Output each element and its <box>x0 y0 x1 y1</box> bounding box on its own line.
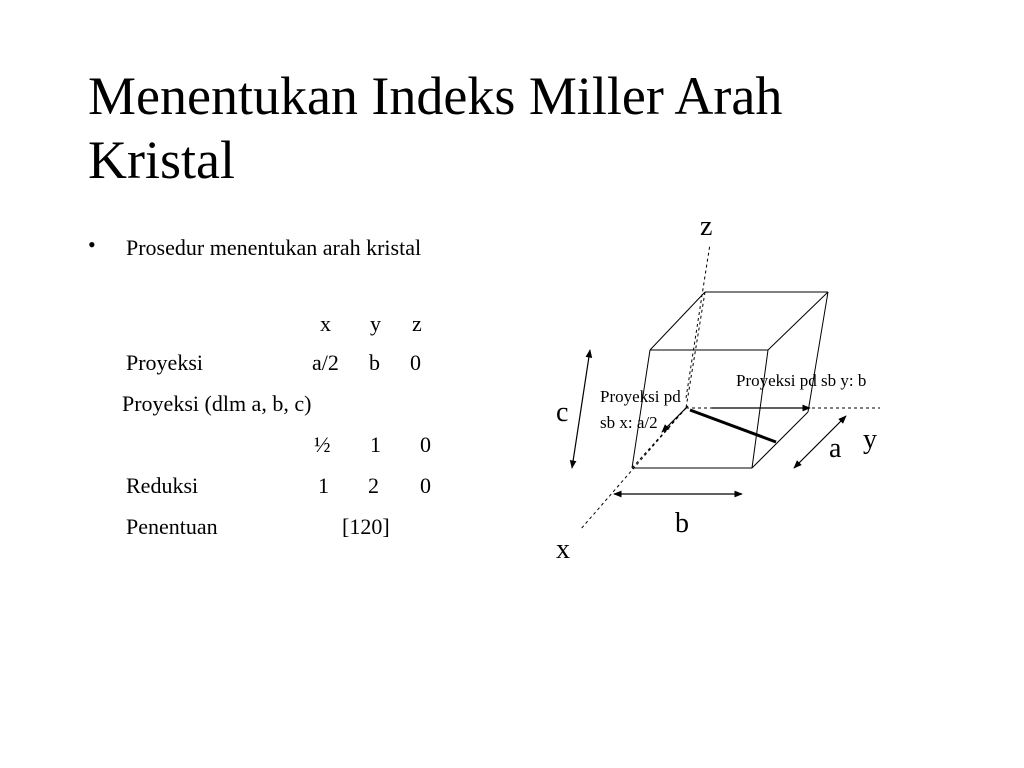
row-proyeksi-y: b <box>369 350 380 375</box>
axis-x-label: x <box>556 534 570 565</box>
bullet-text: Prosedur menentukan arah kristal <box>126 235 422 260</box>
row-penentuan-result: [120] <box>342 514 390 539</box>
projection-x-note-line-2: sb x: a/2 <box>600 413 658 432</box>
row-proyeksi-abc-z: 0 <box>420 432 431 457</box>
row-label-proyeksi: Proyeksi <box>126 350 203 375</box>
row-proyeksi-abc-x: ½ <box>314 432 331 457</box>
row-reduksi-y: 2 <box>368 473 379 498</box>
dimension-c-arrow <box>572 350 590 468</box>
dimension-c-label: c <box>556 397 569 428</box>
title-line-1: Menentukan Indeks Miller Arah <box>88 66 783 126</box>
row-label-proyeksi-abc: Proyeksi (dlm a, b, c) <box>122 391 312 416</box>
projection-x-arrow <box>662 406 688 432</box>
dimension-a-label: a <box>829 433 842 464</box>
axis-y-label: y <box>863 424 877 455</box>
header-z: z <box>412 311 422 336</box>
projection-y-note: Proyeksi pd sb y: b <box>736 371 867 390</box>
direction-vector <box>690 410 776 442</box>
axis-z-label: z <box>700 211 713 242</box>
header-x: x <box>320 311 331 336</box>
row-reduksi-z: 0 <box>420 473 431 498</box>
row-proyeksi-abc-y: 1 <box>370 432 381 457</box>
dimension-b-label: b <box>675 508 689 539</box>
projection-x-note-line-1: Proyeksi pd <box>600 387 681 406</box>
row-reduksi-x: 1 <box>318 473 329 498</box>
title-line-2: Kristal <box>88 130 235 190</box>
row-proyeksi-x: a/2 <box>312 350 339 375</box>
row-label-penentuan: Penentuan <box>126 514 218 539</box>
row-proyeksi-z: 0 <box>410 350 421 375</box>
bullet-marker: • <box>88 232 96 257</box>
z-axis-line <box>686 244 710 398</box>
row-label-reduksi: Reduksi <box>126 473 199 498</box>
header-y: y <box>370 311 381 336</box>
